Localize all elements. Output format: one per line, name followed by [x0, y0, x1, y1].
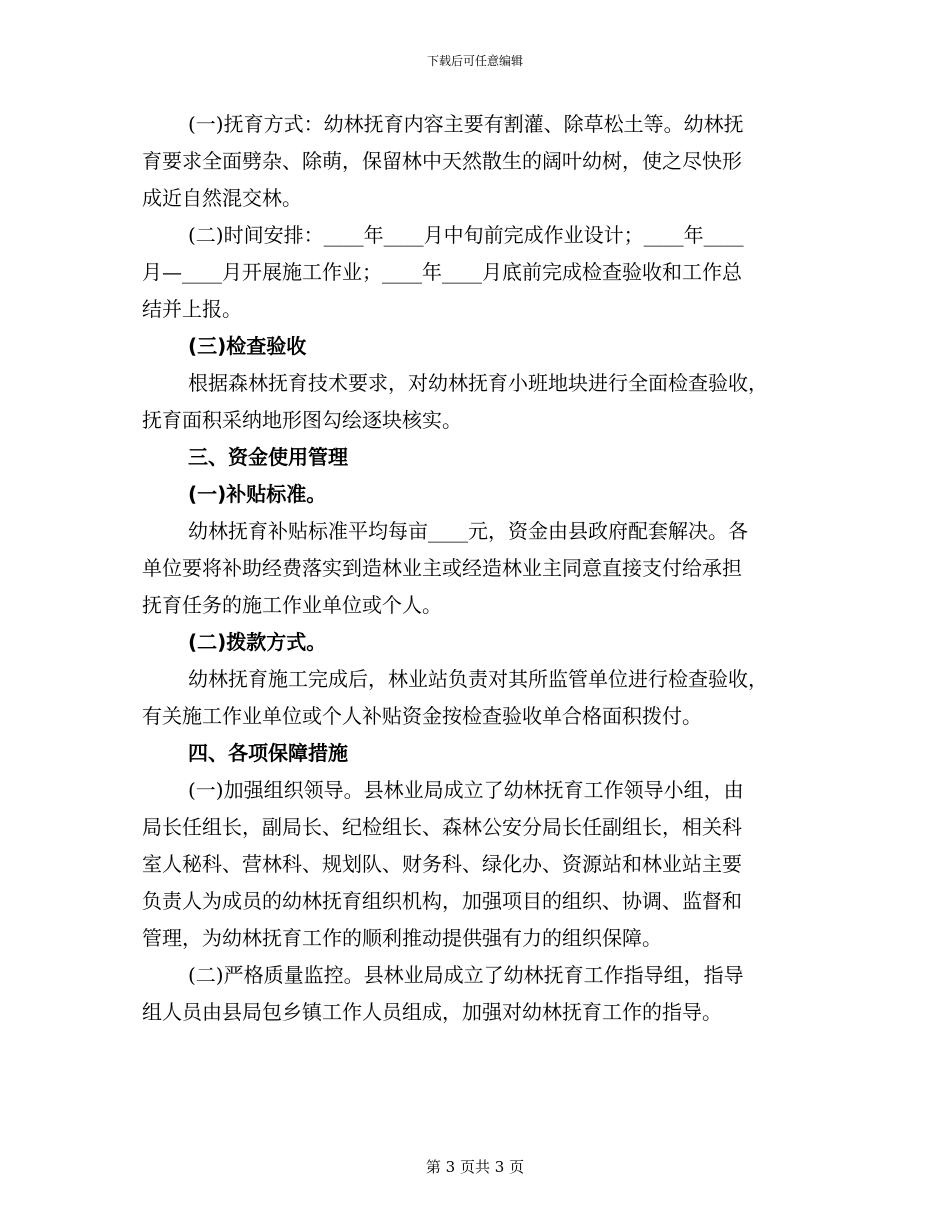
paragraph-line: 结并上报。 — [142, 297, 242, 321]
paragraph-line: 有关施工作业单位或个人补贴资金按检查验收单合格面积拨付。 — [142, 704, 702, 728]
paragraph-line: 单位要将补助经费落实到造林业主或经造林业主同意直接支付给承担 — [142, 556, 742, 580]
paragraph-line: (一)抚育方式：幼林抚育内容主要有割灌、除草松土等。幼林抚 — [188, 112, 744, 136]
paragraph-line: 管理，为幼林抚育工作的顺利推动提供强有力的组织保障。 — [142, 926, 662, 950]
paragraph-line: 组人员由县局包乡镇工作人员组成，加强对幼林抚育工作的指导。 — [142, 1000, 722, 1024]
page-footer: 第 3 页共 3 页 — [425, 1158, 525, 1176]
section-heading: 三、资金使用管理 — [188, 445, 348, 469]
paragraph-line: 室人秘科、营林科、规划队、财务科、绿化办、资源站和林业站主要 — [142, 852, 742, 876]
section-heading: (一)补贴标准。 — [188, 482, 327, 506]
paragraph-line: 月—____月开展施工作业；____年____月底前完成检查验收和工作总 — [142, 260, 742, 284]
paragraph-line: 抚育任务的施工作业单位或个人。 — [142, 593, 442, 617]
paragraph-line: 局长任组长，副局长、纪检组长、森林公安分局长任副组长，相关科 — [142, 815, 742, 839]
paragraph-line: (一)加强组织领导。县林业局成立了幼林抚育工作领导小组，由 — [188, 778, 744, 802]
paragraph-line: 成近自然混交林。 — [142, 186, 302, 210]
document-body — [142, 106, 812, 1031]
paragraph-line: 抚育面积采纳地形图勾绘逐块核实。 — [142, 408, 462, 432]
page-header: 下载后可任意编辑 — [426, 54, 523, 68]
section-heading: (二)拨款方式。 — [188, 630, 327, 654]
paragraph-line: 负责人为成员的幼林抚育组织机构，加强项目的组织、协调、监督和 — [142, 889, 742, 913]
paragraph-line: 幼林抚育施工完成后，林业站负责对其所监管单位进行检查验收， — [188, 667, 768, 691]
section-heading: (三)检查验收 — [188, 334, 307, 358]
paragraph-line: 根据森林抚育技术要求，对幼林抚育小班地块进行全面检查验收， — [188, 371, 768, 395]
paragraph-line: (二)时间安排：____年____月中旬前完成作业设计；____年____ — [188, 223, 744, 247]
section-heading: 四、各项保障措施 — [188, 741, 348, 765]
paragraph-line: 育要求全面劈杂、除萌，保留林中天然散生的阔叶幼树，使之尽快形 — [142, 149, 742, 173]
paragraph-line: (二)严格质量监控。县林业局成立了幼林抚育工作指导组，指导 — [188, 963, 744, 987]
paragraph-line: 幼林抚育补贴标准平均每亩____元，资金由县政府配套解决。各 — [188, 519, 748, 543]
